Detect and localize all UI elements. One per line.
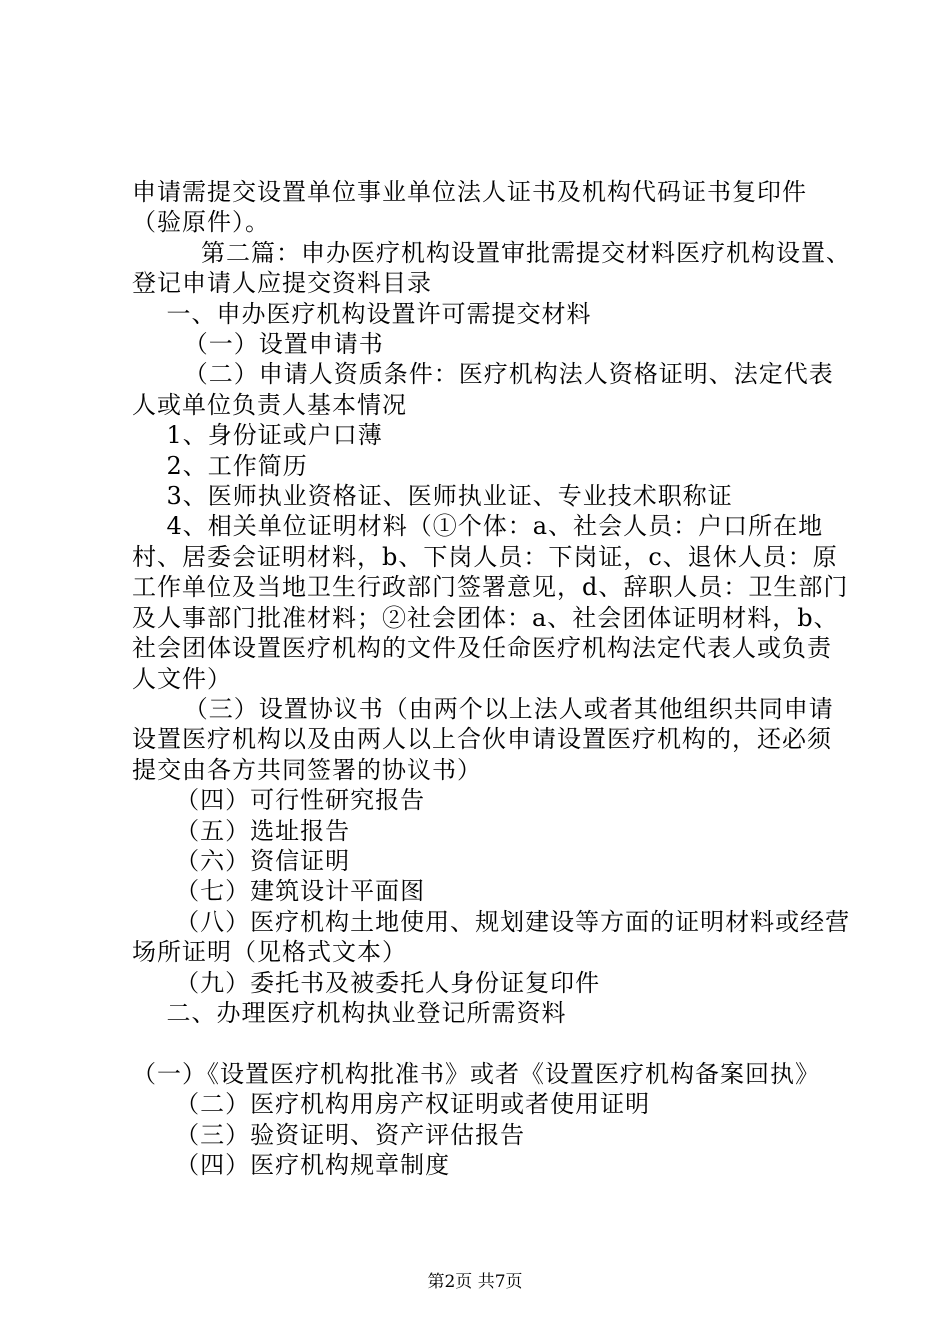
paragraph: （六）资信证明 xyxy=(132,846,351,875)
page-number-footer: 第2页 共7页 xyxy=(427,1272,523,1292)
paragraph: （九）委托书及被委托人身份证复印件 xyxy=(132,968,601,997)
paragraph: （一）设置申请书 xyxy=(132,330,384,359)
paragraph: 1、身份证或户口薄 xyxy=(132,421,383,450)
paragraph: 申请需提交设置单位事业单位法人证书及机构代码证书复印件（验原件）。 xyxy=(132,178,807,237)
paragraph: （四）医疗机构规章制度 xyxy=(132,1151,451,1179)
paragraph: 第二篇：申办医疗机构设置审批需提交材料医疗机构设置、登记申请人应提交资料目录 xyxy=(132,238,852,298)
document-body xyxy=(132,177,852,1180)
paragraph: （二）医疗机构用房产权证明或者使用证明 xyxy=(132,1090,651,1119)
paragraph: 4、相关单位证明材料（①个体：a、社会人员：户口所在地村、居委会证明材料，b、下岗人员：下岗证，c、退休人员：原工作单位及当地卫生行政部门签署意见，d、辞职人员：卫生部门及人事部门批准材料；②社会团体：a、社会团体证明材料，b、社会团体设置医疗机构的文件及任命医疗机构法定代表人或负责人文件） xyxy=(132,512,849,693)
paragraph: （五）选址报告 xyxy=(132,816,351,845)
paragraph: 2、工作简历 xyxy=(132,451,308,480)
paragraph: （三）设置协议书（由两个以上法人或者其他组织共同申请设置医疗机构以及由两人以上合伙申请设置医疗机构的，还必须提交由各方共同签署的协议书） xyxy=(132,694,834,784)
paragraph: （二）申请人资质条件：医疗机构法人资格证明、法定代表人或单位负责人基本情况 xyxy=(132,360,834,419)
paragraph: 一、申办医疗机构设置许可需提交材料 xyxy=(132,299,592,328)
paragraph: （三）验资证明、资产评估报告 xyxy=(132,1120,526,1149)
paragraph: （一）《设置医疗机构批准书》或者《设置医疗机构备案回执》 xyxy=(132,1029,820,1088)
paragraph: 二、办理医疗机构执业登记所需资料 xyxy=(132,998,567,1027)
paragraph: 3、医师执业资格证、医师执业证、专业技术职称证 xyxy=(132,482,733,511)
paragraph: （七）建筑设计平面图 xyxy=(132,877,426,906)
paragraph: （八）医疗机构土地使用、规划建设等方面的证明材料或经营场所证明（见格式文本） xyxy=(132,907,851,967)
paragraph: （四）可行性研究报告 xyxy=(132,786,426,815)
